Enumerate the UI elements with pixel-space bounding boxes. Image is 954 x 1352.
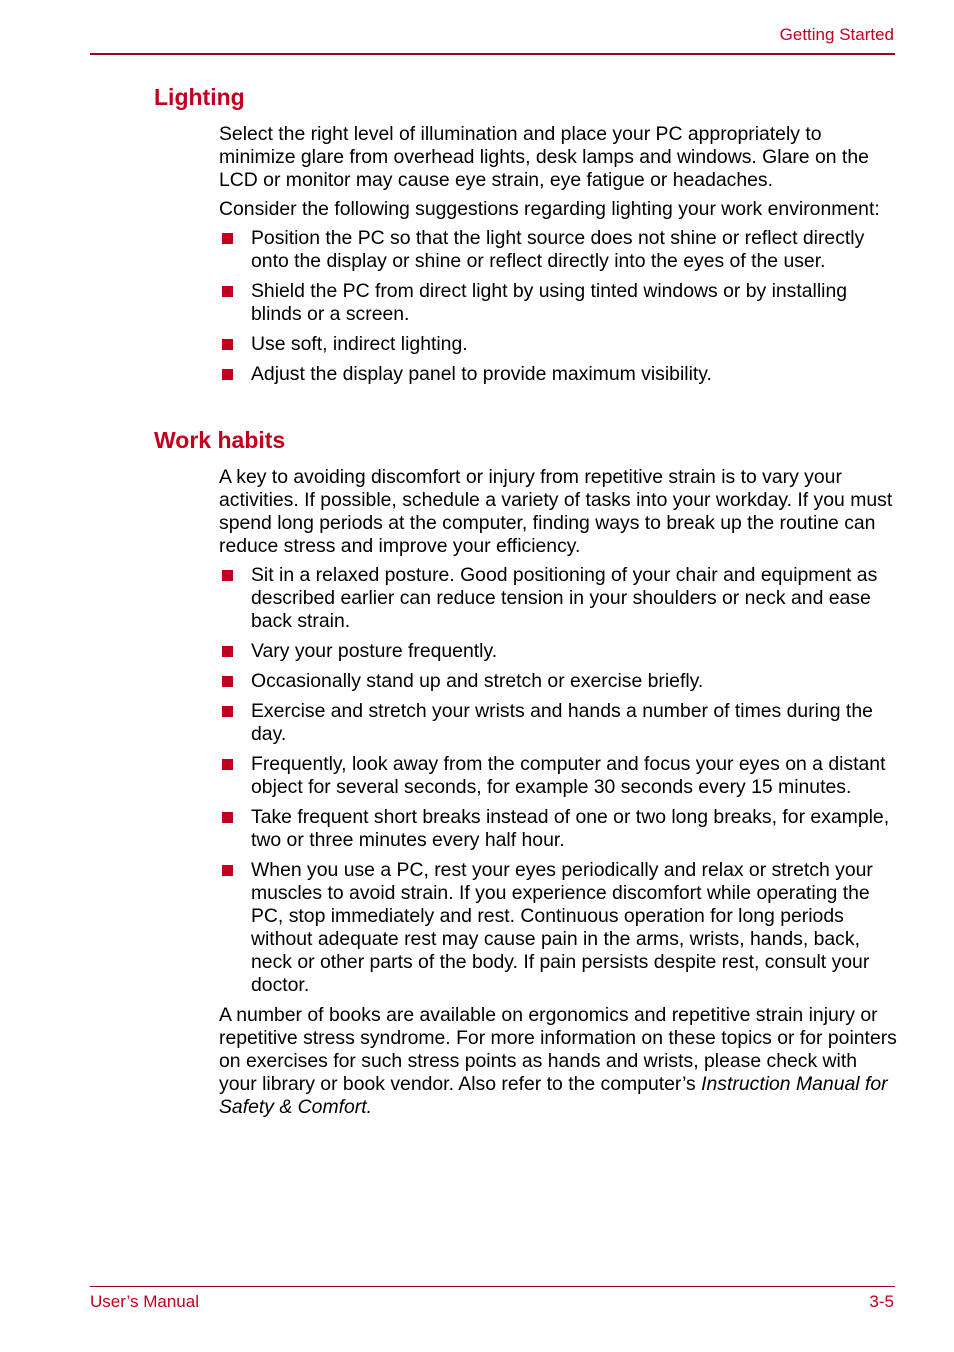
list-item: Take frequent short breaks instead of one or two long breaks, for example, two or three minutes every half hour. [219,806,899,852]
running-header: Getting Started [779,25,894,44]
list-item: Occasionally stand up and stretch or exercise briefly. [219,670,899,693]
list-item: Sit in a relaxed posture. Good positioning of your chair and equipment as described earlier can reduce tension in your shoulders or neck and ease back strain. [219,564,899,633]
header-rule [90,53,895,55]
square-bullet-icon [222,570,233,581]
list-item: Shield the PC from direct light by using tinted windows or by installing blinds or a screen. [219,280,899,326]
square-bullet-icon [222,369,233,380]
square-bullet-icon [222,676,233,687]
list-item: Position the PC so that the light source does not shine or reflect directly onto the display or shine or reflect directly into the eyes of the user. [219,227,899,273]
footer-manual-name: User’s Manual [90,1292,199,1311]
list-item: Adjust the display panel to provide maximum visibility. [219,363,899,386]
paragraph: A key to avoiding discomfort or injury from repetitive strain is to vary your activities. If possible, schedule a variety of tasks into your workday. If you must spend long periods at the computer, finding ways to break up the routine can reduce stress and improve your efficiency. [219,466,893,557]
square-bullet-icon [222,286,233,297]
square-bullet-icon [222,339,233,350]
paragraph: Select the right level of illumination and place your PC appropriately to minimize glare from overhead lights, desk lamps and windows. Glare on the LCD or monitor may cause eye strain, eye fatigue or headaches. [219,123,869,191]
footer-rule [90,1286,895,1287]
work-habits-bullet-list [219,564,899,997]
list-item: Frequently, look away from the computer and focus your eyes on a distant object for several seconds, for example 30 seconds every 15 minutes. [219,753,899,799]
paragraph: Consider the following suggestions regarding lighting your work environment: [219,198,880,220]
lighting-section [219,123,899,393]
closing-paragraph: A number of books are available on ergonomics and repetitive strain injury or repetitive stress syndrome. For more information on these topics or for pointers on exercises for such stress points as hands and wrists, please check with your library or book vendor. Also refer to the computer’s Instruction Manual for Safety & Comfort. [219,1004,897,1118]
list-item: Vary your posture frequently. [219,640,899,663]
square-bullet-icon [222,812,233,823]
square-bullet-icon [222,865,233,876]
heading-lighting: Lighting [154,84,245,110]
list-item: When you use a PC, rest your eyes periodically and relax or stretch your muscles to avoid strain. If you experience discomfort while operating the PC, stop immediately and rest. Continuous operation for long periods without adequate rest may cause pain in the arms, wrists, hands, back, neck or other parts of the body. If pain persists despite rest, consult your doctor. [219,859,899,997]
list-item: Use soft, indirect lighting. [219,333,899,356]
square-bullet-icon [222,233,233,244]
list-item: Exercise and stretch your wrists and hands a number of times during the day. [219,700,899,746]
manual-title: Instruction Manual for Safety & Comfort. [219,1073,888,1118]
heading-work-habits: Work habits [154,427,286,453]
page-number: 3-5 [869,1292,894,1311]
lighting-bullet-list [219,227,899,386]
work-habits-section [219,466,899,1125]
square-bullet-icon [222,759,233,770]
square-bullet-icon [222,646,233,657]
square-bullet-icon [222,706,233,717]
